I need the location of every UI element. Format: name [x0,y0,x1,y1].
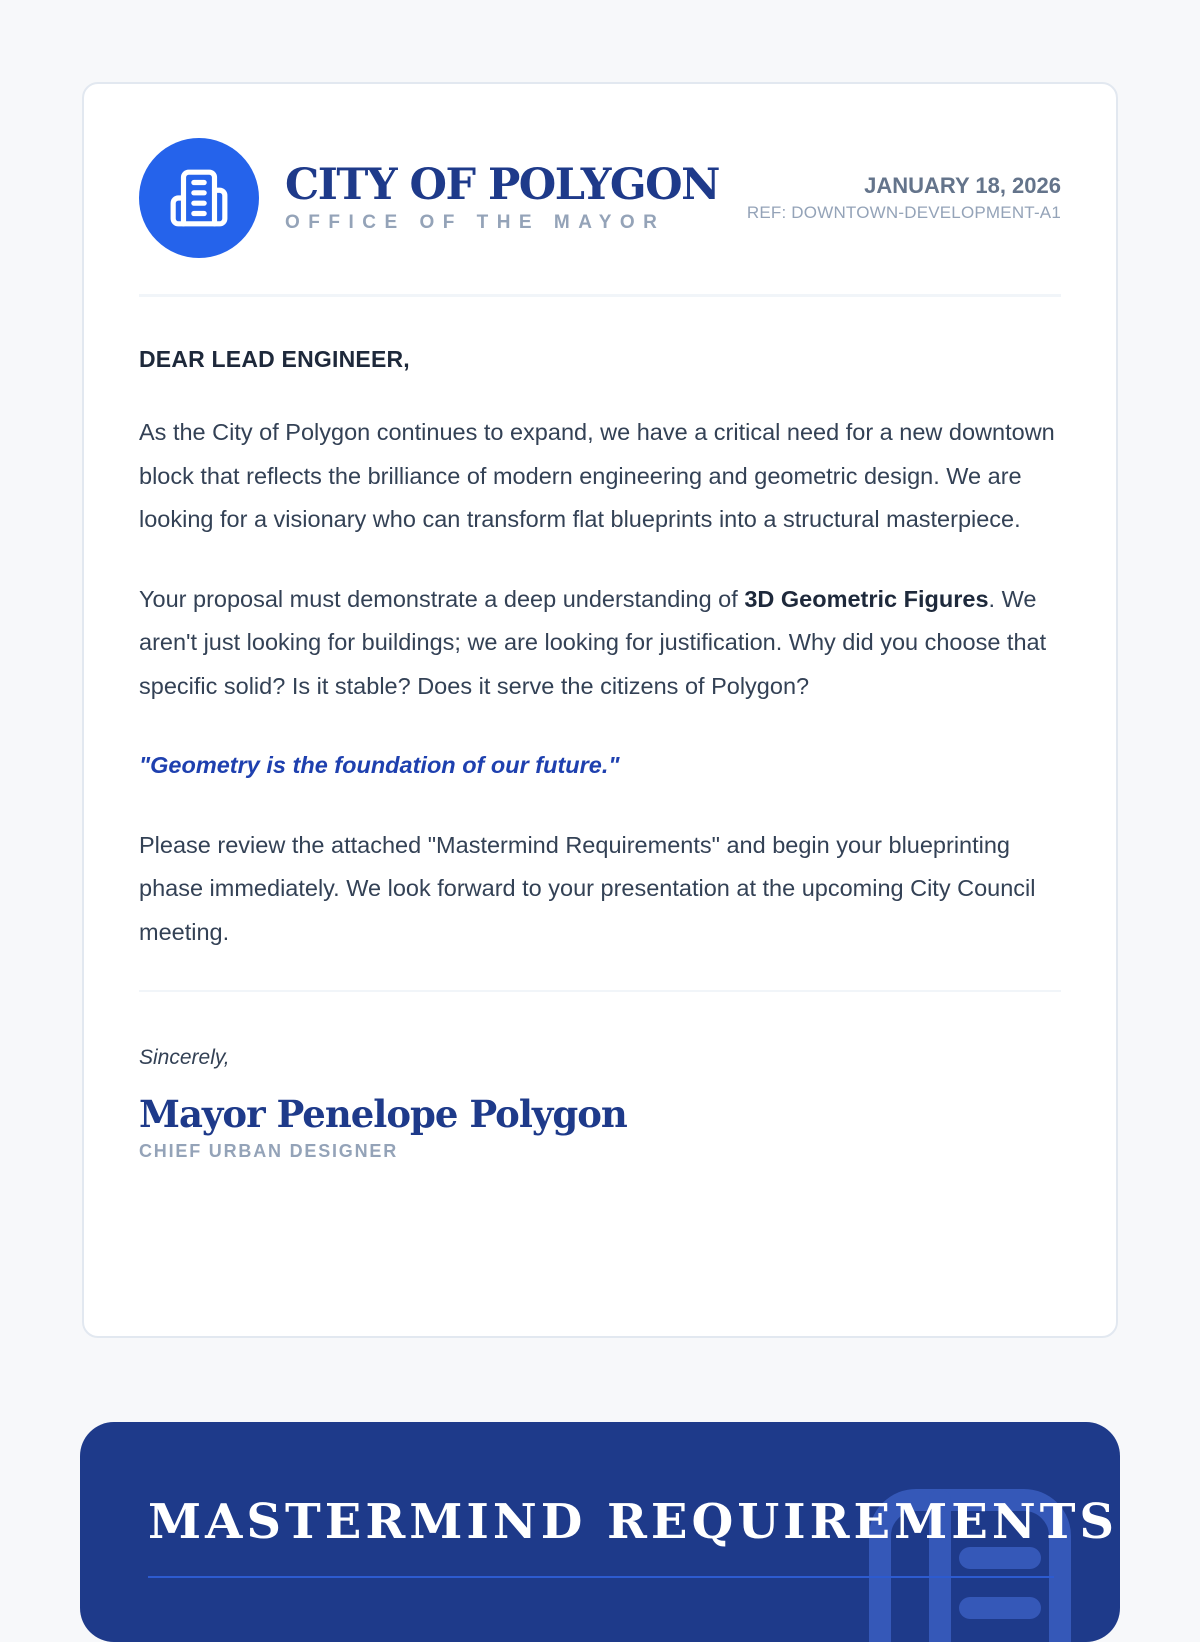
closing-line: Sincerely, [139,1046,230,1069]
signature-divider [139,990,1061,992]
letter-header [139,138,1061,258]
paragraph-requirements-start: Your proposal must demonstrate a deep understanding of [139,585,745,612]
header-divider [139,294,1061,297]
signer-name: Mayor Penelope Polygon [139,1092,627,1136]
signer-title: CHIEF URBAN DESIGNER [139,1141,399,1161]
requirements-panel [80,1422,1120,1642]
org-subtitle: OFFICE OF THE MAYOR [285,212,666,233]
letter-reference: REF: DOWNTOWN-DEVELOPMENT-A1 [746,203,1061,222]
mayor-letter [82,82,1118,1338]
salutation: DEAR LEAD ENGINEER, [139,346,410,372]
city-seal [139,138,259,258]
building-icon [168,167,230,229]
paragraph-intro: As the City of Polygon continues to expand, we have a critical need for a new downtown block that reflects the brilliance of modern engineering and geometric design. We are looking for a visionary who can transform flat blueprints into a structural masterpiece. [139,419,1055,532]
emphasis-3d-figures: 3D Geometric Figures [744,585,989,612]
letter-date: JANUARY 18, 2026 [864,173,1061,198]
paragraph-requirements-end: . We aren't just looking for buildings; we are looking for justification. Why did you choose that specific solid? Is it stable? Does it serve the citizens of Polygon? [139,585,1047,699]
letter-meta [747,172,1061,224]
paragraph-requirements [139,578,1061,709]
requirements-divider [148,1576,1054,1578]
mayor-quote: "Geometry is the foundation of our future." [139,752,620,778]
paragraph-closing: Please review the attached "Mastermind Requirements" and begin your blueprinting phase immediately. We look forward to your presentation at the upcoming City Council meeting. [139,831,1036,945]
org-name: CITY OF POLYGON [285,160,719,210]
requirements-title: MASTERMIND REQUIREMENTS [148,1494,1119,1550]
organization-block [285,160,719,234]
